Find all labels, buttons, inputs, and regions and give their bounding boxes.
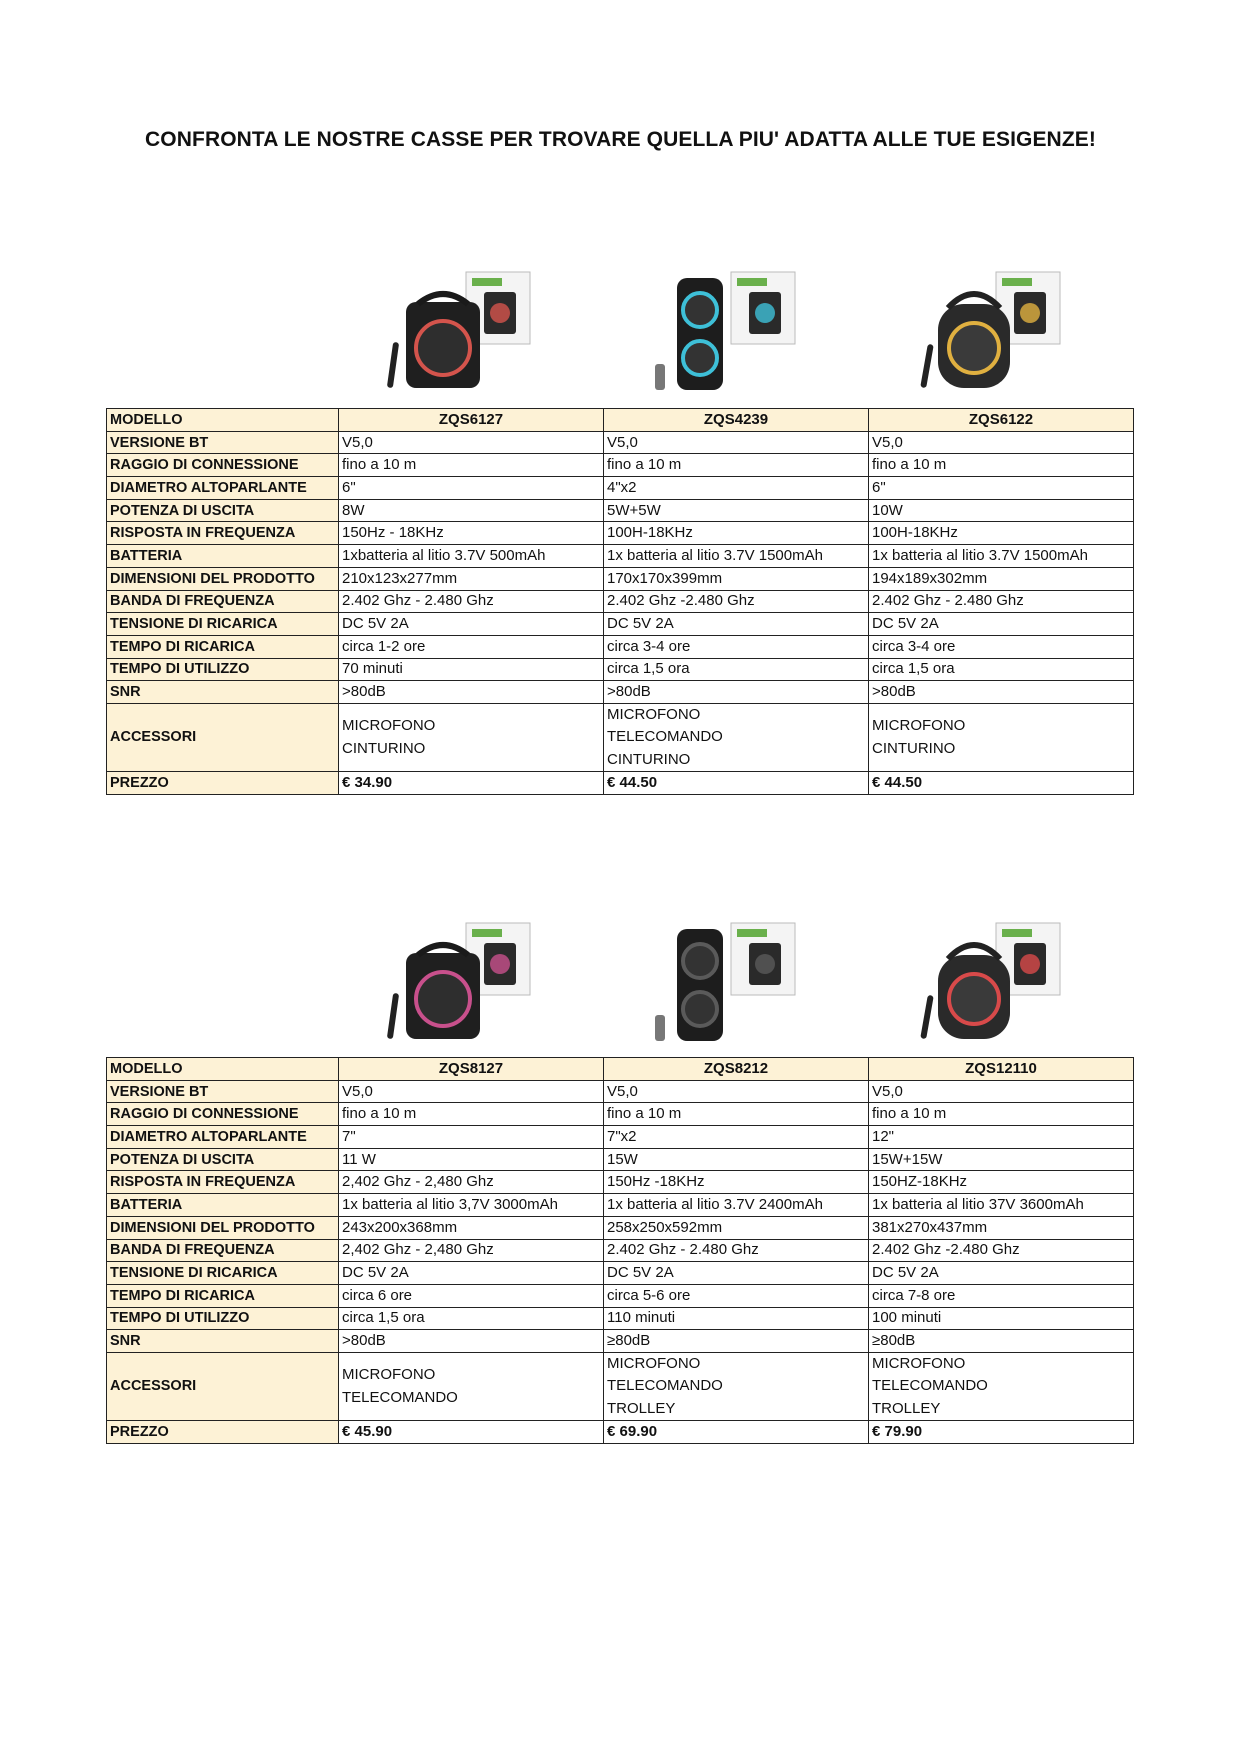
speaker-illustration: [868, 266, 1133, 396]
spec-value: 100H-18KHz: [869, 522, 1134, 545]
accessories-cell: [869, 703, 1134, 772]
spec-value: 110 minuti: [604, 1307, 869, 1330]
row-diametro: [107, 477, 1134, 500]
product-image-ZQS6127: [338, 266, 603, 396]
product-image-ZQS12110: [868, 917, 1133, 1047]
row-tensione: [107, 1262, 1134, 1285]
speaker-woofer: [416, 321, 470, 375]
speaker-woofer-bottom: [683, 341, 717, 375]
accessory-item: TROLLEY: [872, 1399, 941, 1417]
spec-value: 2.402 Ghz - 2.480 Ghz: [339, 590, 604, 613]
row-versione-bt: [107, 431, 1134, 454]
accessories-cell: [604, 1352, 869, 1421]
microphone: [920, 344, 934, 388]
page-title: CONFRONTA LE NOSTRE CASSE PER TROVARE QUELLA PIU' ADATTA ALLE TUE ESIGENZE!: [145, 128, 1096, 151]
accessory-item: MICROFONO: [342, 717, 436, 735]
spec-value: 381x270x437mm: [869, 1216, 1134, 1239]
price-value: € 34.90: [339, 772, 604, 795]
model-name: ZQS8212: [604, 1058, 869, 1081]
row-dimensioni: [107, 1216, 1134, 1239]
spec-value: 1x batteria al litio 3.7V 1500mAh: [604, 545, 869, 568]
spec-value: 8W: [339, 499, 604, 522]
spec-value: V5,0: [604, 431, 869, 454]
speaker-woofer-top: [683, 944, 717, 978]
speaker-woofer: [416, 972, 470, 1026]
row-label: TEMPO DI RICARICA: [107, 635, 339, 658]
spec-value: 6": [869, 477, 1134, 500]
spec-value: DC 5V 2A: [869, 613, 1134, 636]
row-diametro: [107, 1126, 1134, 1149]
spec-value: V5,0: [339, 431, 604, 454]
accessory-item: MICROFONO: [342, 1366, 436, 1384]
spec-value: 6": [339, 477, 604, 500]
package-speaker-light: [755, 954, 775, 974]
row-snr: [107, 681, 1134, 704]
spec-value: circa 3-4 ore: [604, 635, 869, 658]
row-batteria: [107, 545, 1134, 568]
spec-value: V5,0: [339, 1080, 604, 1103]
package-label: [1002, 278, 1032, 286]
product-images-row-1: [338, 266, 1133, 396]
package-speaker-light: [755, 303, 775, 323]
row-label: MODELLO: [107, 409, 339, 432]
row-snr: [107, 1330, 1134, 1353]
package-speaker-light: [1020, 303, 1040, 323]
spec-value: circa 1,5 ora: [604, 658, 869, 681]
spec-value: 150Hz - 18KHz: [339, 522, 604, 545]
spec-value: 150Hz -18KHz: [604, 1171, 869, 1194]
row-label: BANDA DI FREQUENZA: [107, 1239, 339, 1262]
spec-value: 150HZ-18KHz: [869, 1171, 1134, 1194]
row-dimensioni: [107, 567, 1134, 590]
row-raggio: [107, 454, 1134, 477]
spec-value: fino a 10 m: [604, 1103, 869, 1126]
row-prezzo: [107, 1421, 1134, 1444]
row-label: TENSIONE DI RICARICA: [107, 613, 339, 636]
row-label: RISPOSTA IN FREQUENZA: [107, 1171, 339, 1194]
row-label: SNR: [107, 1330, 339, 1353]
row-risposta: [107, 522, 1134, 545]
row-banda: [107, 590, 1134, 613]
spec-value: 10W: [869, 499, 1134, 522]
accessory-item: TELECOMANDO: [607, 1377, 723, 1395]
row-modello: [107, 409, 1134, 432]
spec-value: >80dB: [339, 681, 604, 704]
row-modello: [107, 1058, 1134, 1081]
spec-value: 1x batteria al litio 3.7V 1500mAh: [869, 545, 1134, 568]
row-risposta: [107, 1171, 1134, 1194]
accessory-item: TELECOMANDO: [872, 1377, 988, 1395]
package-label: [472, 929, 502, 937]
microphone: [920, 995, 934, 1039]
row-tempo-ricarica: [107, 1284, 1134, 1307]
spec-value: 15W+15W: [869, 1148, 1134, 1171]
model-name: ZQS6122: [869, 409, 1134, 432]
spec-value: >80dB: [869, 681, 1134, 704]
spec-value: circa 6 ore: [339, 1284, 604, 1307]
product-image-ZQS4239: [603, 266, 868, 396]
spec-value: 210x123x277mm: [339, 567, 604, 590]
spec-value: 258x250x592mm: [604, 1216, 869, 1239]
remote-control: [655, 1015, 665, 1041]
row-label: TEMPO DI UTILIZZO: [107, 658, 339, 681]
accessory-item: MICROFONO: [872, 1354, 966, 1372]
spec-value: 2,402 Ghz - 2,480 Ghz: [339, 1239, 604, 1262]
row-label: ACCESSORI: [107, 703, 339, 772]
row-accessori: [107, 703, 1134, 772]
row-label: ACCESSORI: [107, 1352, 339, 1421]
accessory-item: MICROFONO: [607, 1354, 701, 1372]
spec-value: 7": [339, 1126, 604, 1149]
comparison-table-2: [106, 1057, 1134, 1444]
spec-value: circa 1,5 ora: [339, 1307, 604, 1330]
accessories-cell: [339, 1352, 604, 1421]
row-label: POTENZA DI USCITA: [107, 499, 339, 522]
speaker-woofer-top: [683, 293, 717, 327]
accessory-item: CINTURINO: [607, 750, 691, 768]
row-raggio: [107, 1103, 1134, 1126]
speaker-illustration: [338, 266, 603, 396]
accessories-cell: [604, 703, 869, 772]
price-value: € 44.50: [604, 772, 869, 795]
microphone: [387, 993, 399, 1039]
package-speaker-light: [490, 954, 510, 974]
product-image-ZQS6122: [868, 266, 1133, 396]
accessory-item: CINTURINO: [872, 739, 956, 757]
row-label: PREZZO: [107, 1421, 339, 1444]
accessory-item: MICROFONO: [607, 705, 701, 723]
row-label: PREZZO: [107, 772, 339, 795]
spec-value: fino a 10 m: [869, 1103, 1134, 1126]
spec-value: DC 5V 2A: [604, 613, 869, 636]
accessories-cell: [339, 703, 604, 772]
accessory-item: TELECOMANDO: [342, 1388, 458, 1406]
model-name: ZQS8127: [339, 1058, 604, 1081]
row-accessori: [107, 1352, 1134, 1421]
row-label: RAGGIO DI CONNESSIONE: [107, 454, 339, 477]
spec-value: >80dB: [339, 1330, 604, 1353]
accessory-item: TELECOMANDO: [607, 728, 723, 746]
package-label: [737, 278, 767, 286]
spec-value: 7"x2: [604, 1126, 869, 1149]
row-versione-bt: [107, 1080, 1134, 1103]
row-label: BATTERIA: [107, 545, 339, 568]
row-batteria: [107, 1194, 1134, 1217]
spec-value: 1x batteria al litio 3,7V 3000mAh: [339, 1194, 604, 1217]
speaker-illustration: [338, 917, 603, 1047]
spec-value: fino a 10 m: [604, 454, 869, 477]
spec-value: fino a 10 m: [339, 454, 604, 477]
row-potenza: [107, 499, 1134, 522]
product-image-ZQS8212: [603, 917, 868, 1047]
spec-value: 100 minuti: [869, 1307, 1134, 1330]
spec-value: 5W+5W: [604, 499, 869, 522]
spec-value: ≥80dB: [604, 1330, 869, 1353]
price-value: € 79.90: [869, 1421, 1134, 1444]
spec-value: 2.402 Ghz -2.480 Ghz: [869, 1239, 1134, 1262]
row-label: SNR: [107, 681, 339, 704]
speaker-woofer: [949, 323, 999, 373]
row-prezzo: [107, 772, 1134, 795]
package-label: [1002, 929, 1032, 937]
spec-value: V5,0: [869, 431, 1134, 454]
price-value: € 69.90: [604, 1421, 869, 1444]
spec-value: V5,0: [604, 1080, 869, 1103]
row-label: RISPOSTA IN FREQUENZA: [107, 522, 339, 545]
row-tempo-utilizzo: [107, 1307, 1134, 1330]
spec-value: 243x200x368mm: [339, 1216, 604, 1239]
spec-value: circa 5-6 ore: [604, 1284, 869, 1307]
spec-value: 2.402 Ghz -2.480 Ghz: [604, 590, 869, 613]
spec-value: circa 7-8 ore: [869, 1284, 1134, 1307]
package-speaker-light: [1020, 954, 1040, 974]
spec-value: ≥80dB: [869, 1330, 1134, 1353]
speaker-woofer: [949, 974, 999, 1024]
remote-control: [655, 364, 665, 390]
row-tempo-ricarica: [107, 635, 1134, 658]
spec-value: DC 5V 2A: [604, 1262, 869, 1285]
row-label: MODELLO: [107, 1058, 339, 1081]
row-label: TEMPO DI RICARICA: [107, 1284, 339, 1307]
spec-value: V5,0: [869, 1080, 1134, 1103]
spec-value: 4"x2: [604, 477, 869, 500]
spec-value: 1x batteria al litio 37V 3600mAh: [869, 1194, 1134, 1217]
row-label: DIAMETRO ALTOPARLANTE: [107, 1126, 339, 1149]
spec-value: 100H-18KHz: [604, 522, 869, 545]
spec-value: 170x170x399mm: [604, 567, 869, 590]
row-tempo-utilizzo: [107, 658, 1134, 681]
row-label: BANDA DI FREQUENZA: [107, 590, 339, 613]
row-label: VERSIONE BT: [107, 1080, 339, 1103]
model-name: ZQS4239: [604, 409, 869, 432]
speaker-illustration: [603, 917, 868, 1047]
spec-value: DC 5V 2A: [339, 613, 604, 636]
spec-value: circa 1-2 ore: [339, 635, 604, 658]
row-label: DIMENSIONI DEL PRODOTTO: [107, 567, 339, 590]
spec-value: fino a 10 m: [339, 1103, 604, 1126]
spec-value: 2.402 Ghz - 2.480 Ghz: [604, 1239, 869, 1262]
accessory-item: TROLLEY: [607, 1399, 676, 1417]
accessories-cell: [869, 1352, 1134, 1421]
spec-value: 1xbatteria al litio 3.7V 500mAh: [339, 545, 604, 568]
spec-value: DC 5V 2A: [339, 1262, 604, 1285]
price-value: € 44.50: [869, 772, 1134, 795]
row-banda: [107, 1239, 1134, 1262]
accessory-item: MICROFONO: [872, 717, 966, 735]
spec-value: 12": [869, 1126, 1134, 1149]
product-image-ZQS8127: [338, 917, 603, 1047]
spec-value: 2,402 Ghz - 2,480 Ghz: [339, 1171, 604, 1194]
model-name: ZQS6127: [339, 409, 604, 432]
row-label: DIMENSIONI DEL PRODOTTO: [107, 1216, 339, 1239]
spec-value: 11 W: [339, 1148, 604, 1171]
row-tensione: [107, 613, 1134, 636]
speaker-illustration: [603, 266, 868, 396]
package-speaker-light: [490, 303, 510, 323]
spec-value: 1x batteria al litio 3.7V 2400mAh: [604, 1194, 869, 1217]
row-label: RAGGIO DI CONNESSIONE: [107, 1103, 339, 1126]
row-label: POTENZA DI USCITA: [107, 1148, 339, 1171]
spec-value: 194x189x302mm: [869, 567, 1134, 590]
model-name: ZQS12110: [869, 1058, 1134, 1081]
product-images-row-2: [338, 917, 1133, 1047]
price-value: € 45.90: [339, 1421, 604, 1444]
row-label: BATTERIA: [107, 1194, 339, 1217]
spec-value: >80dB: [604, 681, 869, 704]
spec-value: circa 3-4 ore: [869, 635, 1134, 658]
spec-value: 2.402 Ghz - 2.480 Ghz: [869, 590, 1134, 613]
package-label: [737, 929, 767, 937]
row-potenza: [107, 1148, 1134, 1171]
speaker-woofer-bottom: [683, 992, 717, 1026]
accessory-item: CINTURINO: [342, 739, 426, 757]
spec-value: 70 minuti: [339, 658, 604, 681]
spec-value: 15W: [604, 1148, 869, 1171]
speaker-illustration: [868, 917, 1133, 1047]
spec-value: circa 1,5 ora: [869, 658, 1134, 681]
row-label: TENSIONE DI RICARICA: [107, 1262, 339, 1285]
microphone: [387, 342, 399, 388]
package-label: [472, 278, 502, 286]
row-label: TEMPO DI UTILIZZO: [107, 1307, 339, 1330]
spec-value: fino a 10 m: [869, 454, 1134, 477]
comparison-table-1: [106, 408, 1134, 795]
row-label: DIAMETRO ALTOPARLANTE: [107, 477, 339, 500]
spec-value: DC 5V 2A: [869, 1262, 1134, 1285]
row-label: VERSIONE BT: [107, 431, 339, 454]
